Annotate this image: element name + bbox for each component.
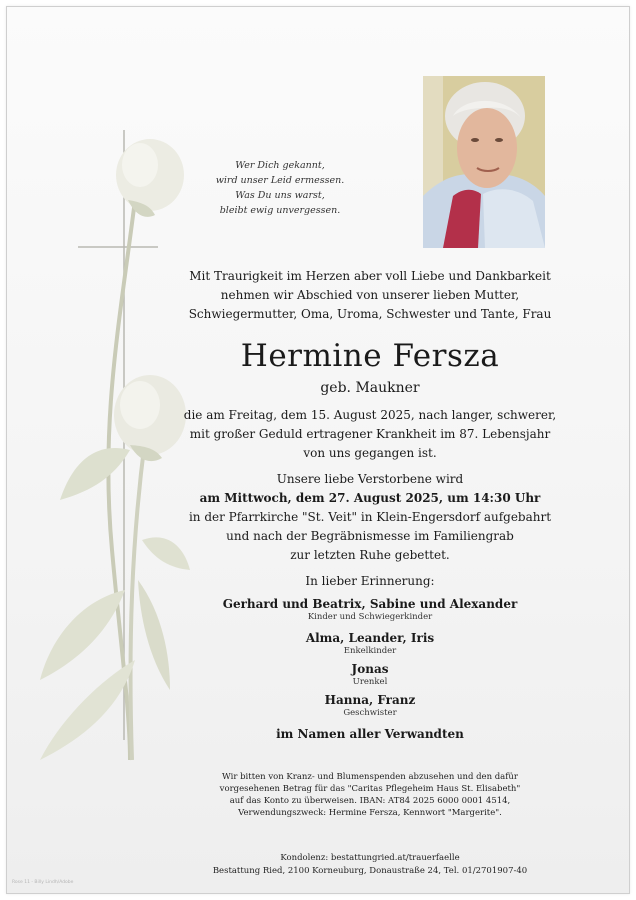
funeral-home-info: Bestattung Ried, 2100 Korneuburg, Donaustraße 24, Tel. 01/2701907-40 <box>212 866 528 876</box>
death-line: mit großer Geduld ertragener Krankheit im 87. Lebensjahr <box>189 427 551 441</box>
intro-line: nehmen wir Abschied von unserer lieben Mutter, <box>220 288 520 302</box>
closing-line: im Namen aller Verwandten <box>276 727 464 741</box>
family-group <box>170 693 570 719</box>
donation-line: Wir bitten von Kranz- und Blumenspenden abzusehen und den dafür <box>222 772 518 782</box>
death-line: die am Freitag, dem 15. August 2025, nach langer, schwerer, <box>183 408 557 422</box>
family-names: Hanna, Franz <box>324 693 416 707</box>
condolence-link[interactable]: Kondolenz: bestattungried.at/trauerfaelle <box>280 853 460 863</box>
funeral-service <box>170 470 570 565</box>
family-relation: Geschwister <box>343 708 397 718</box>
footer <box>170 852 570 878</box>
intro-text <box>170 267 570 324</box>
poem-line: wird unser Leid ermessen. <box>215 175 345 186</box>
memory-intro: In lieber Erinnerung: <box>305 574 435 588</box>
poem-line: Wer Dich gekannt, <box>235 160 325 171</box>
family-names: Jonas <box>351 662 389 676</box>
service-date: am Mittwoch, dem 27. August 2025, um 14:30 Uhr <box>199 491 541 505</box>
family-group <box>170 597 570 623</box>
memorial-poem <box>190 158 370 218</box>
service-line: in der Pfarrkirche "St. Veit" in Klein-Engersdorf aufgebahrt <box>188 510 552 524</box>
portrait-photo <box>423 76 545 248</box>
service-line: zur letzten Ruhe gebettet. <box>290 548 450 562</box>
donation-line: auf das Konto zu überweisen. IBAN: AT84 2025 6000 0001 4514, <box>229 796 511 806</box>
intro-line: Mit Traurigkeit im Herzen aber voll Liebe und Dankbarkeit <box>189 269 551 283</box>
death-text <box>170 406 570 463</box>
poem-line: Was Du uns warst, <box>235 190 325 201</box>
donation-line: vorgesehenen Betrag für das "Caritas Pflegeheim Haus St. Elisabeth" <box>219 784 521 794</box>
image-credit: Rose 11 - Billy Lindh/Adobe <box>12 880 74 885</box>
family-names: Alma, Leander, Iris <box>305 631 435 645</box>
family-group <box>170 631 570 657</box>
donation-line: Verwendungszweck: Hermine Fersza, Kennwort "Margerite". <box>238 808 502 818</box>
service-intro: Unsere liebe Verstorbene wird <box>276 472 464 486</box>
service-line: und nach der Begräbnismesse im Familiengrab <box>226 529 514 543</box>
poem-line: bleibt ewig unvergessen. <box>219 205 341 216</box>
donation-request <box>170 771 570 819</box>
family-names: Gerhard und Beatrix, Sabine und Alexander <box>222 597 518 611</box>
intro-line: Schwiegermutter, Oma, Uroma, Schwester und Tante, Frau <box>188 307 552 321</box>
family-relation: Urenkel <box>352 677 388 687</box>
birth-name: geb. Maukner <box>320 380 420 396</box>
family-group <box>170 662 570 688</box>
death-line: von uns gegangen ist. <box>303 446 437 460</box>
family-relation: Enkelkinder <box>343 646 397 656</box>
family-relation: Kinder und Schwiegerkinder <box>307 612 433 622</box>
deceased-name: Hermine Fersza <box>240 338 500 374</box>
